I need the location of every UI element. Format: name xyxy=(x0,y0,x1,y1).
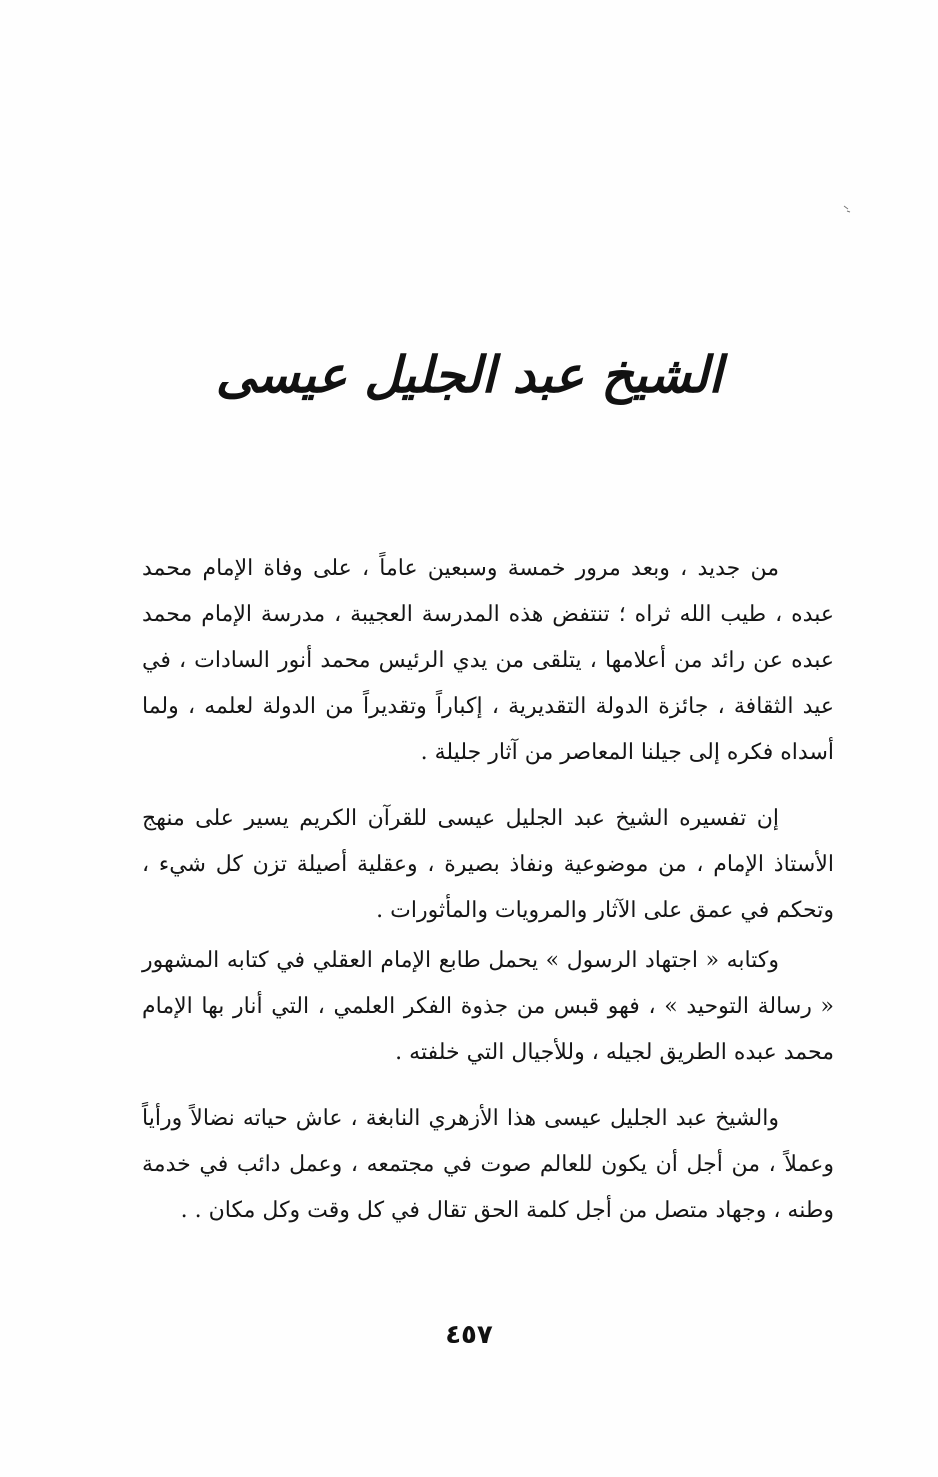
paragraph-4: والشيخ عبد الجليل عيسى هذا الأزهري النابغة ، عاش حياته نضالاً ورأياً وعملاً ، من أجل أن يكون للعالم صوت في مجتمعه ، وعمل دائب في خدمة وطنه ، وجهاد متصل من أجل كلمة الحق تقال في كل وقت وكل مكان . . xyxy=(142,1106,834,1223)
chapter-title: الشيخ عبد الجليل عيسى xyxy=(215,346,723,404)
paragraph-2: إن تفسيره الشيخ عبد الجليل عيسى للقرآن الكريم يسير على منهج الأستاذ الإمام ، من موضوعية ونفاذ بصيرة ، وعقلية أصيلة تزن كل شيء ، وتحكم في عمق على الآثار والمرويات والمأثورات . xyxy=(142,806,834,923)
paragraph-1: من جديد ، وبعد مرور خمسة وسبعين عاماً ، على وفاة الإمام محمد عبده ، طيب الله ثراه ؛ تنتفض هذه المدرسة العجيبة ، مدرسة الإمام محمد عبده عن رائد من أعلامها ، يتلقى من يدي الرئيس محمد أنور السادات ، في عيد الثقافة ، جائزة الدولة التقديرية ، إكباراً وتقديراً من الدولة لعلمه ، ولما أسداه فكره إلى جيلنا المعاصر من آثار جليلة . xyxy=(142,556,834,765)
page-number: ٤٥٧ xyxy=(445,1320,493,1350)
body-text xyxy=(142,546,834,1234)
paragraph-3: وكتابه « اجتهاد الرسول » يحمل طابع الإمام العقلي في كتابه المشهور « رسالة التوحيد » ، فهو قبس من جذوة الفكر العلمي ، التي أنار بها الإمام محمد عبده الطريق لجيله ، وللأجيال التي خلفته . xyxy=(142,948,834,1065)
ink-speck xyxy=(842,204,852,214)
